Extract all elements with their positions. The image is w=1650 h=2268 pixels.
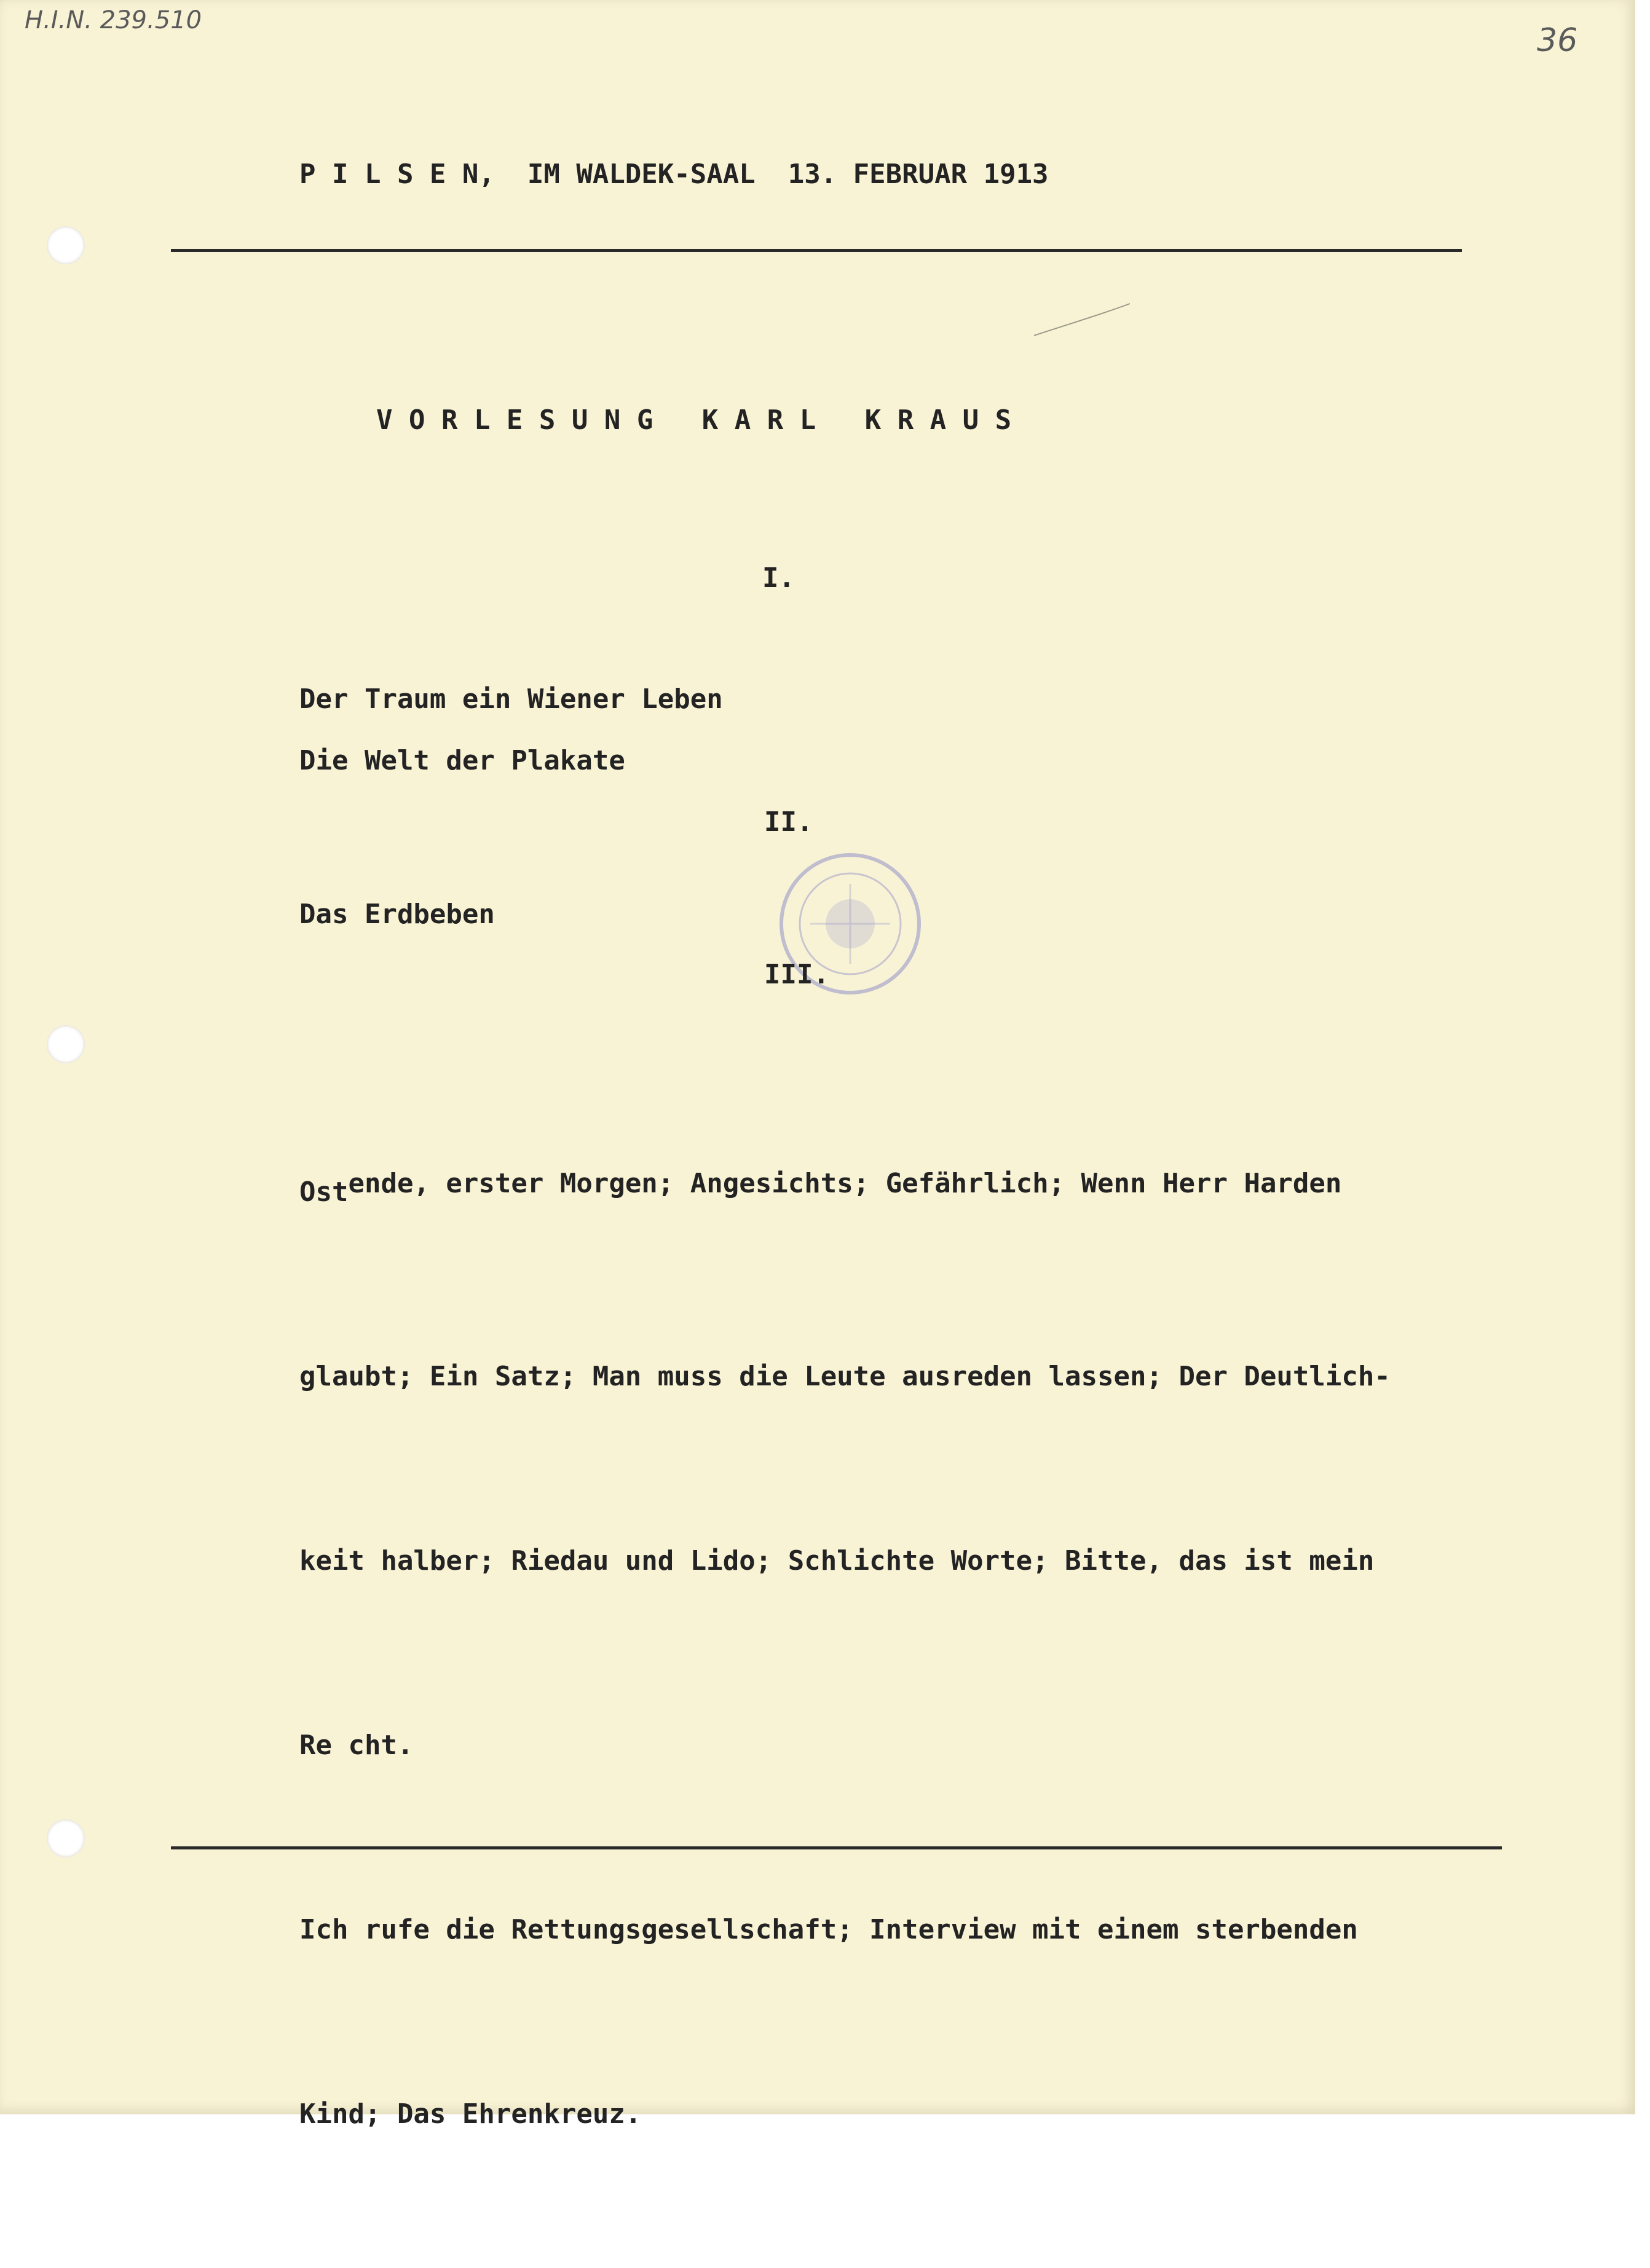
line-start-word: Ost [299,1176,349,1208]
document-title: V O R L E S U N G K A R L K R A U S [376,404,1012,436]
raised-continuation: ende, erster Morgen; Angesichts; Gefährlich; Wenn Herr Harden [348,1168,1342,1199]
venue-date-heading: P I L S E N, IM WALDEK-SAAL 13. FEBRUAR 1913 [299,159,1049,190]
paragraph-line-1 [299,1162,1391,1223]
paragraph-line-5: Ich rufe die Rettungsgesellschaft; Interview mit einem sterbenden [299,1914,1358,1945]
punch-hole-top [47,226,85,264]
paragraph-line-3: keit halber; Riedau und Lido; Schlichte Worte; Bitte, das ist mein [299,1545,1375,1577]
paragraph-line-4: Re cht. [299,1730,414,1761]
pencil-stroke [1033,301,1131,338]
punch-hole-bottom [47,1819,85,1857]
list-item: Der Traum ein Wiener Leben [299,683,723,715]
archive-number: H.I.N. 239.510 [25,6,202,34]
top-rule [171,249,1462,252]
bottom-rule [171,1846,1502,1849]
list-item: Das Erdbeben [299,899,495,930]
page-number: 36 [1537,22,1578,59]
section-3-paragraph [299,1039,1391,2268]
section-numeral-3: III. [764,959,829,990]
list-item: Die Welt der Plakate [299,745,625,776]
punch-hole-middle [47,1025,85,1063]
section-numeral-1: I. [762,562,795,594]
paragraph-line-2: glaubt; Ein Satz; Man muss die Leute ausreden lassen; Der Deutlich- [299,1361,1391,1392]
paragraph-line-6: Kind; Das Ehrenkreuz. [299,2098,642,2130]
section-numeral-2: II. [764,806,813,838]
